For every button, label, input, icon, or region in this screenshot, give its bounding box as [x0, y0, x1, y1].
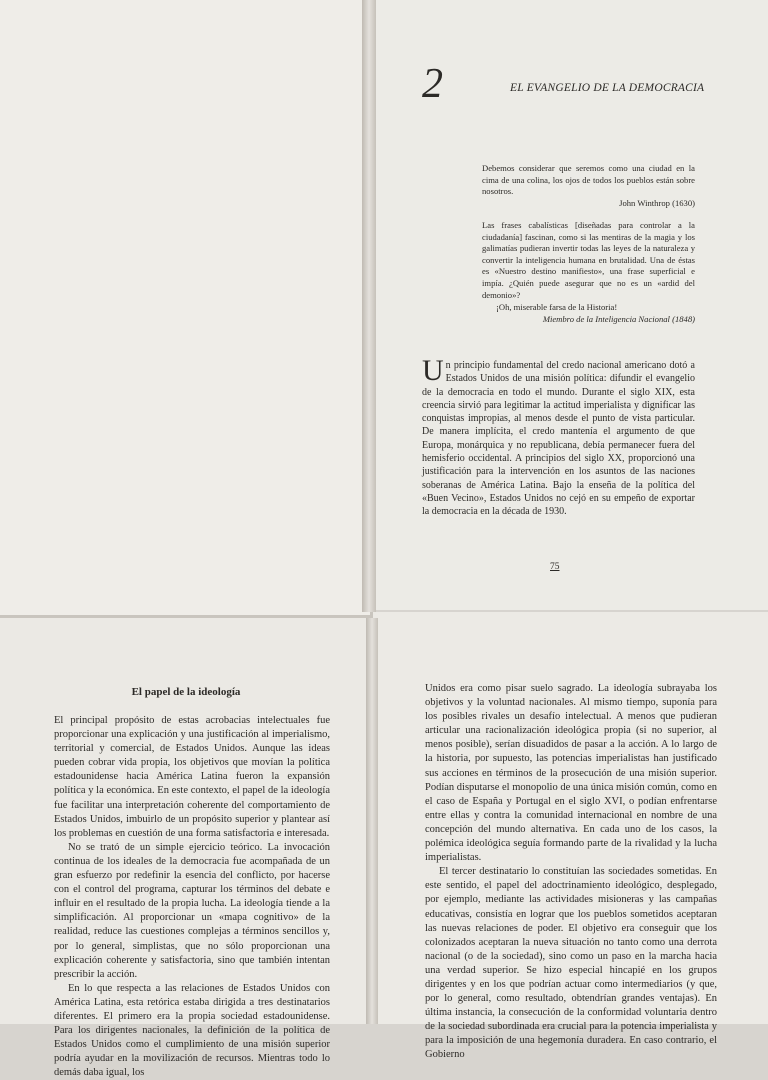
text-column	[54, 714, 330, 1080]
book-spine-bottom	[366, 618, 378, 1024]
section-page	[0, 618, 372, 1079]
paragraph: En lo que respecta a las relaciones de Estados Unidos con América Latina, esta retórica estaba dirigida a tres destinatarios diferentes. El primero era la propia sociedad estadounidense. Para los dirigentes nacionales, la definición de la política de Estados Unidos como el cumplimiento de una misión superior podría ayudar en la movilización de recursos. Mientras todo lo demás daba igual, los	[54, 982, 330, 1079]
paragraph: No se trató de un simple ejercicio teórico. La invocación continua de los ideales de la democracia fue acompañada de un gran esfuerzo por redefinir la esencia del conflicto, por hacerse con el control del programa, capturar los términos del debate e influir en el resultado de la propia lucha. La ideología tiende a la simplificación. Al proporcionar un «mapa cognitivo» de la realidad, reduce las cuestiones complejas a términos sencillos y, por lo general, simplistas, que no sólo proporcionan una explicación coherente y satisfactoria, sino que también intentan prescribir la acción.	[54, 841, 330, 980]
epigraph-exclamation: ¡Oh, miserable farsa de la Historia!	[496, 302, 618, 313]
paragraph: El principal propósito de estas acrobacias intelectuales fue proporcionar una explicación y una justificación al imperialismo, territorial y comercial, de Estados Unidos. Aunque las ideas pueden cobrar vida propia, los objetivos que movían la política estadounidense hacia América Latina fueron la expansión política y la económica. En este contexto, el papel de la ideología fue facilitar una interpretación coherente del comportamiento de Estados Unidos, imbuirlo de un propósito superior y plantear así los problemas en cuestión de una forma satisfactoria e interesada.	[54, 715, 330, 839]
chapter-number: 2	[422, 61, 443, 107]
epigraph-text: Las frases cabalísticas [diseñadas para controlar a la ciudadanía] fascinan, como si las mentiras de la magia y los galimatías pudieran invertir todas las leyes de la naturaleza y convertir la inteligencia humana en brutalidad. Una de éstas es «Nuestro destino manifiesto», una frase superficial e impía. ¿Quién puede asegurar que no es un «ardid del demonio»?	[482, 220, 695, 300]
continuation-page	[373, 612, 768, 1061]
epigraph-attribution: John Winthrop (1630)	[619, 197, 695, 208]
epigraph-winthrop	[482, 163, 695, 209]
epigraph-inteligencia	[482, 220, 695, 325]
drop-cap: U	[422, 354, 444, 387]
opening-paragraph	[422, 354, 695, 519]
opening-text: n principio fundamental del credo nacional americano dotó a Estados Unidos de una misión política: difundir el evangelio de la democracia en todo el mundo. Durante el siglo XIX, esta creencia sirvió para legitimar la actitud imperialista y dignificar las conquistas impropias, al menos desde el punto de vista particular. De manera implícita, el credo mantenía el argumento de que Europa, monárquica y no republicana, debía permanecer fuera del hemisferio occidental. A principios del siglo XX, proporcionó una justificación para la intervención en los asuntos de las naciones soberanas de América Latina. Bajo la enseña de la política del «Buen Vecino», Estados Unidos no cejó en su empeño de exportar la democracia en la década de 1930.	[422, 360, 695, 518]
epigraph-text: Debemos considerar que seremos como una ciudad en la cima de una colina, los ojos de todos los pueblos están sobre nosotros.	[482, 163, 695, 197]
section-title: El papel de la ideología	[131, 686, 241, 698]
chapter-opening-page	[372, 0, 768, 610]
epigraph-attribution: Miembro de la Inteligencia Nacional (1848)	[542, 313, 695, 324]
paragraph: Unidos era como pisar suelo sagrado. La ideología subrayaba los objetivos y la voluntad nacionales. Al mismo tiempo, suponía para los posibles rivales un desafío intelectual. A menos que pudieran articular una racionalización ideológica propia (si no superior, al menos posible), serían disuadidos de pasar a la acción. A lo largo de la historia, por supuesto, las potencias imperialistas han justificado sus acciones en términos de la prosecución de una misión superior. Podían disputarse el monopolio de una única misión común, como en el caso de España y Portugal en el siglo XVI, o podían enfrentarse entre ellas y contra la comunidad internacional en nombre de una concepción del mundo alternativa. En cada uno de los casos, la polémica ideológica seguía formando parte de la rivalidad y la lucha imperialistas.	[425, 683, 717, 864]
paragraph: El tercer destinatario lo constituían las sociedades sometidas. En este sentido, el papel del adoctrinamiento ideológico, desplegado, por ejemplo, mediante las actividades misioneras y las campañas educativas, consistía en lograr que los pueblos sometidos aceptaran las nuevas relaciones de poder. El objetivo era conseguir que los colonizados aceptaran la nueva situación no tanto como una derrota nacional (o de la sociedad), sino como un paso en la marcha hacia una verdad superior. Se hizo especial hincapié en los grupos dirigentes y en los que podrían actuar como intermediarios (y que, por lo general, como resultado, obtendrían grandes ventajas). En última instancia, la consecución de la conformidad voluntaria dentro de la sociedad subordinada era crucial para la potencia imperialista y para la imposición de una hegemonía duradera. En caso contrario, el Gobierno	[425, 866, 717, 1061]
page-number: 75	[550, 562, 560, 572]
text-column	[425, 682, 717, 1063]
chapter-title: EL EVANGELIO DE LA DEMOCRACIA	[510, 82, 705, 94]
blank-page-top-left	[0, 0, 370, 615]
book-spine-top	[362, 0, 376, 612]
